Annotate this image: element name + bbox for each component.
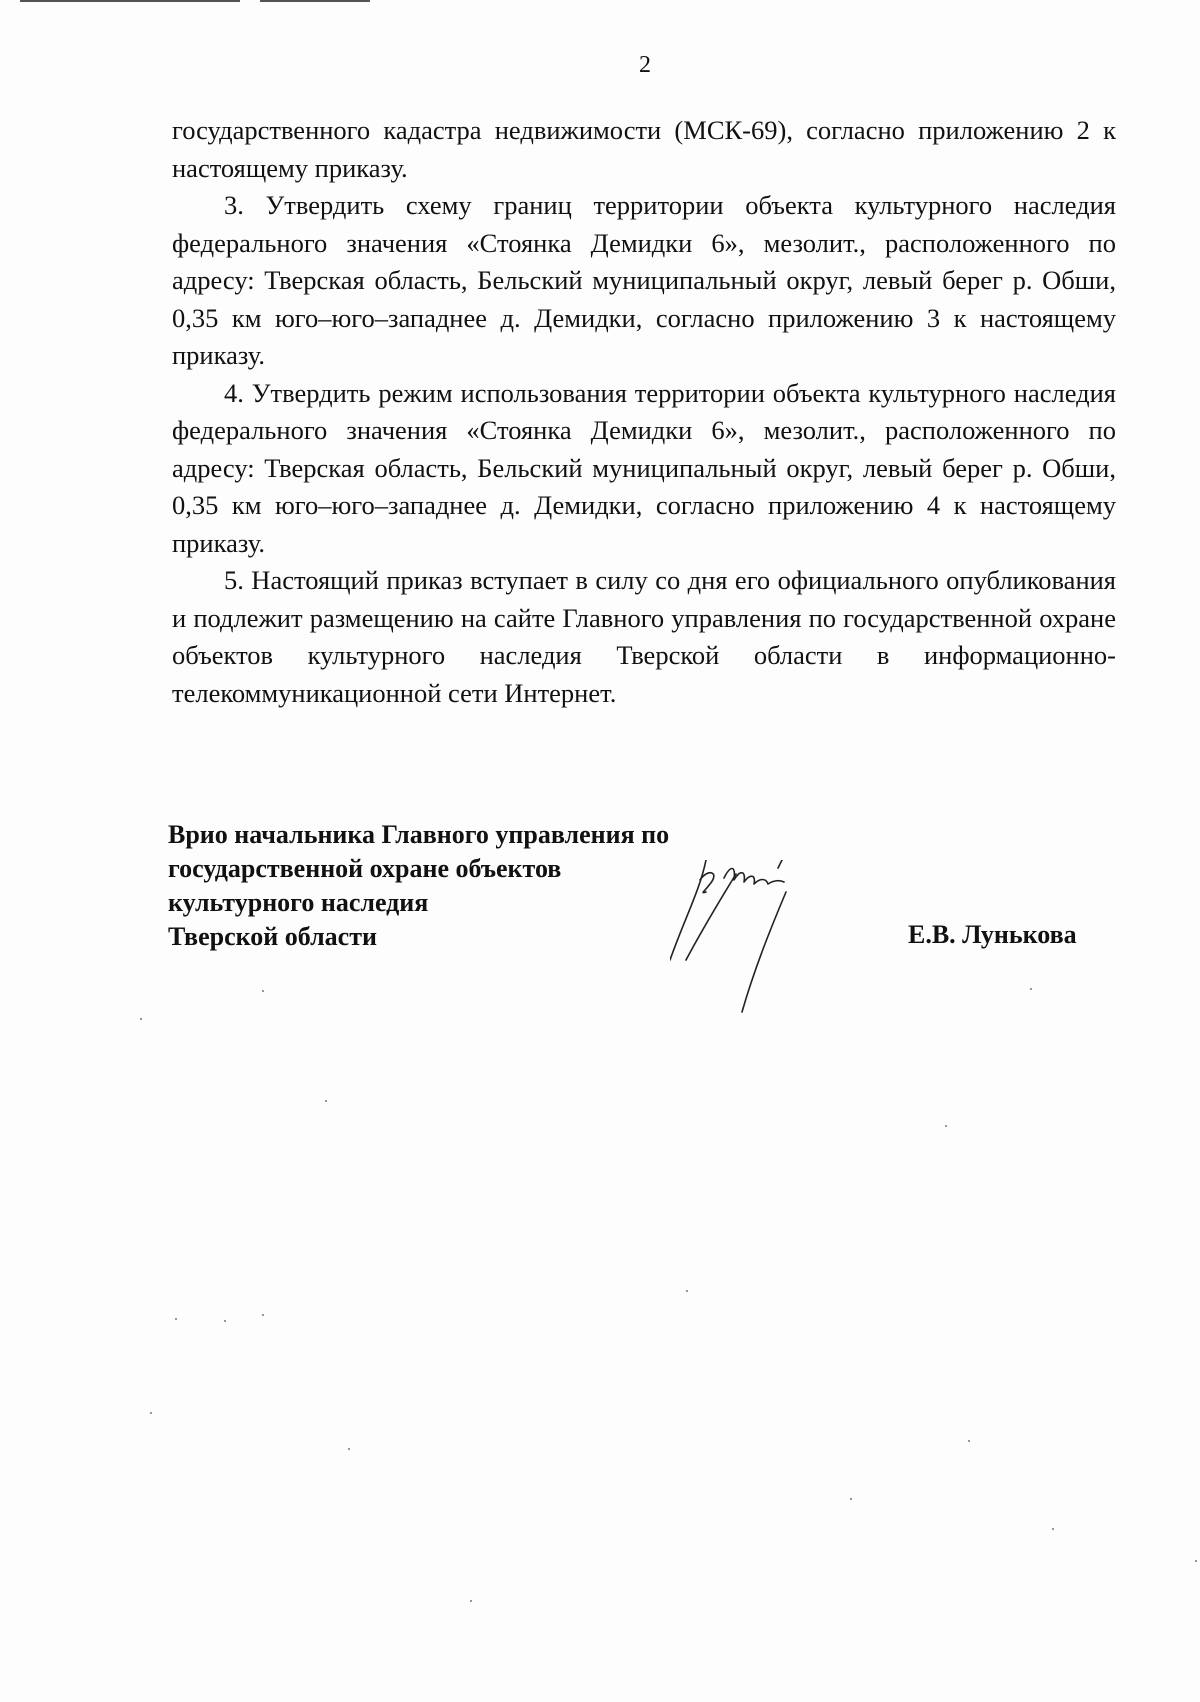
paragraph-item-4: 4. Утвердить режим использования территории объекта культурного наследия федерального значения «Стоянка Демидки 6», мезолит., расположенного по адресу: Тверская область, Бельский муниципальный округ, левый берег р. Обши, 0,35 км юго–юго–западнее д. Демидки, согласно приложению 4 к настоящему приказу. — [172, 377, 1116, 558]
paragraph-item-5: 5. Настоящий приказ вступает в силу со дня его официального опубликования и подлежит размещению на сайте Главного управления по государственной охране объектов культурного наследия Тверской области в информационно-телекоммуникационной сети Интернет. — [172, 565, 1116, 708]
scan-speck — [686, 1290, 688, 1292]
scan-speck — [1052, 1528, 1054, 1530]
scan-speck — [968, 1440, 970, 1442]
scan-speck — [140, 1018, 142, 1020]
signatory-name: Е.В. Лунькова — [908, 920, 1077, 949]
scan-edge-artifact — [20, 0, 240, 2]
scan-speck — [150, 1412, 152, 1414]
handwritten-signature — [670, 860, 870, 1020]
paragraph-item-3: 3. Утвердить схему границ территории объекта культурного наследия федерального значения «Стоянка Демидки 6», мезолит., расположенного по адресу: Тверская область, Бельский муниципальный округ, левый берег р. Обши, 0,35 км юго–юго–западнее д. Демидки, согласно приложению 3 к настоящему приказу. — [172, 190, 1116, 370]
scan-speck — [224, 1320, 226, 1322]
scan-speck — [850, 1498, 852, 1500]
scan-speck — [325, 1100, 327, 1102]
signatory-title-line: Тверской области — [168, 922, 377, 951]
scan-speck — [175, 1318, 177, 1320]
scan-speck — [262, 1314, 264, 1316]
signatory-title — [168, 818, 669, 954]
paragraph-continuation: государственного кадастра недвижимости (МСК-69), согласно приложению 2 к настоящему приказу. — [172, 115, 1116, 183]
scan-speck — [262, 990, 264, 992]
signatory-title-line: культурного наследия — [168, 888, 429, 917]
scan-speck — [470, 1600, 472, 1602]
scan-edge-artifact — [260, 0, 370, 2]
signatory-title-line: государственной охране объектов — [168, 854, 562, 883]
scan-speck — [945, 1125, 947, 1127]
signatory-title-line: Врио начальника Главного управления по — [168, 820, 670, 849]
scan-speck — [1030, 988, 1032, 990]
scan-speck — [348, 1448, 350, 1450]
document-body — [172, 112, 1116, 712]
scan-speck — [1195, 1560, 1197, 1562]
page-number: 2 — [639, 52, 651, 78]
